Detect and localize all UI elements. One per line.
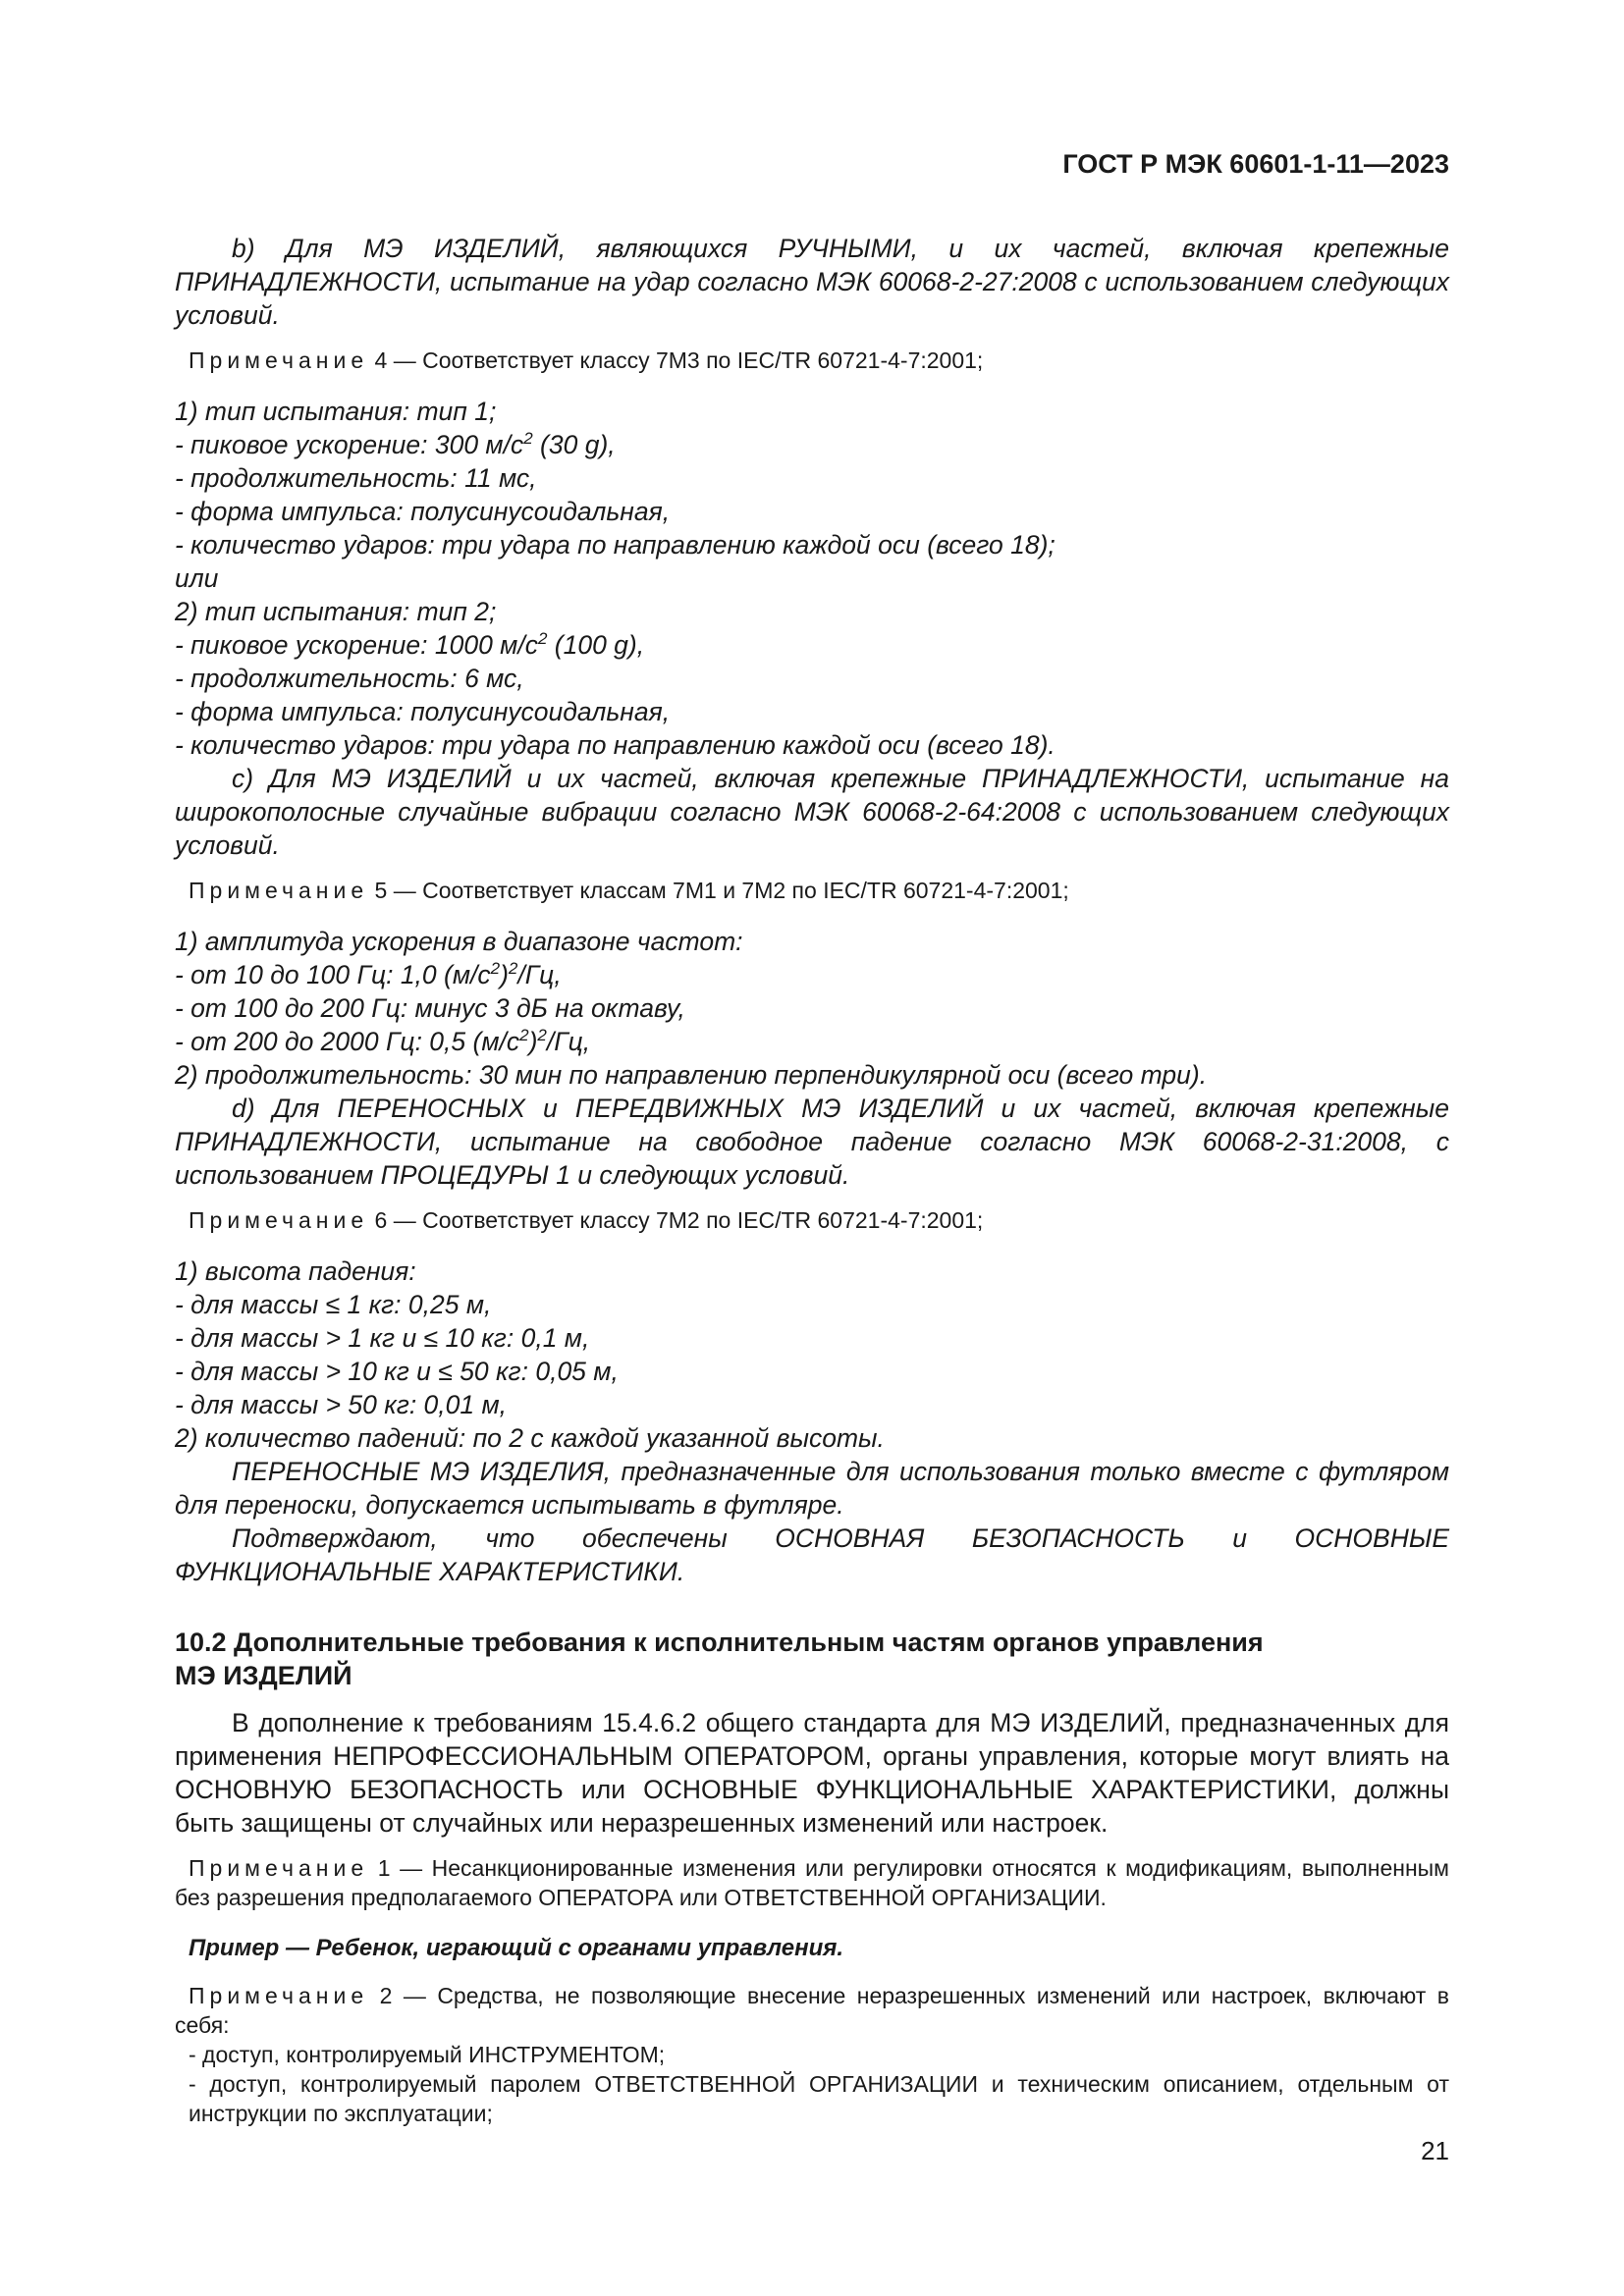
list-item: - для массы ≤ 1 кг: 0,25 м, [175,1290,492,1319]
list-item: - продолжительность: 6 мс, [175,664,524,693]
clause-c-intro: c) Для МЭ ИЗДЕЛИЙ и их частей, включая крепежные ПРИНАДЛЕЖНОСТИ, испытание на широкополосные случайные вибрации согласно МЭК 60068-2-64:2008 с использованием следующих условий. [175,764,1449,860]
list-item: - от 100 до 200 Гц: минус 3 дБ на октаву, [175,993,685,1023]
list-item: 1) тип испытания: тип 1; [175,397,497,426]
list-item: - пиковое ускорение: 300 $м/с^2$ (30 g), [175,429,616,459]
note-6 [175,1205,1449,1235]
list-item: - для массы > 1 кг и ≤ 10 кг: 0,1 м, [175,1323,590,1353]
list-item: 2) продолжительность: 30 мин по направлению перпендикулярной оси (всего три). [175,1060,1208,1090]
note-text: 4 — Соответствует классу 7М3 по IEC/TR 60721-4-7:2001; [374,347,984,373]
note-label: Примечание [189,1855,369,1881]
document-header: ГОСТ Р МЭК 60601-1-11—2023 [1062,149,1449,179]
page-number: 21 [1421,2136,1449,2165]
list-item: 1) амплитуда ускорения в диапазоне частот: [175,927,743,956]
clause-d-intro: d) Для ПЕРЕНОСНЫХ и ПЕРЕДВИЖНЫХ МЭ ИЗДЕЛИЙ и их частей, включая крепежные ПРИНАДЛЕЖНОСТИ, испытание на свободное падение согласно МЭК 60068-2-31:2008, с использованием ПРОЦЕДУРЫ 1 и следующих условий. [175,1094,1449,1190]
note-2 [175,1981,1449,2040]
list-item: - количество ударов: три удара по направлению каждой оси (всего 18). [175,730,1056,760]
clause-c-list [175,925,1449,1092]
note-2-item: - доступ, контролируемый паролем ОТВЕТСТВЕННОЙ ОРГАНИЗАЦИИ и техническим описанием, отдельным от инструкции по эксплуатации; [189,2071,1449,2126]
list-item: 2) количество падений: по 2 с каждой указанной высоты. [175,1423,885,1453]
note-2-item: - доступ, контролируемый ИНСТРУМЕНТОМ; [189,2042,666,2067]
example-text: Пример — Ребенок, играющий с органами управления. [189,1935,844,1961]
portable-paragraph: ПЕРЕНОСНЫЕ МЭ ИЗДЕЛИЯ, предназначенные для использования только вместе с футляром для переноски, допускается испытывать в футляре. [175,1457,1449,1520]
list-item: - от 200 до 2000 Гц: 0,5 $(м/с^2)^2/Гц$, [175,1026,591,1056]
note-5 [175,876,1449,905]
note-label: Примечание [189,878,369,903]
note-1 [175,1853,1449,1912]
clause-b-intro: b) Для МЭ ИЗДЕЛИЙ, являющихся РУЧНЫМИ, и их частей, включая крепежные ПРИНАДЛЕЖНОСТИ, испытание на удар согласно МЭК 60068-2-27:2008 с использованием следующих условий. [175,234,1449,330]
list-item: 2) тип испытания: тип 2; [175,597,497,626]
list-item: - пиковое ускорение: 1000 $м/с^2$ (100 g), [175,629,645,660]
clause-d-list [175,1255,1449,1455]
note-label: Примечание [189,1983,369,2008]
list-item: - для массы > 50 кг: 0,01 м, [175,1390,508,1419]
section-heading-10-2: 10.2 Дополнительные требования к исполнительным частям органов управления МЭ ИЗДЕЛИЙ [175,1628,1264,1690]
clause-b-list [175,395,1449,762]
note-text: 5 — Соответствует классам 7М1 и 7М2 по IEC/TR 60721-4-7:2001; [374,878,1069,903]
list-item: - количество ударов: три удара по направлению каждой оси (всего 18); [175,530,1056,560]
note-text: 2 — Средства, не позволяющие внесение неразрешенных изменений или настроек, включают в себя: [175,1983,1449,2038]
list-item: - для массы > 10 кг и ≤ 50 кг: 0,05 м, [175,1357,619,1386]
note-label: Примечание [189,347,369,373]
list-item: или [175,563,219,593]
list-item: - продолжительность: 11 мс, [175,463,537,493]
list-item: - от 10 до 100 Гц: 1,0 $(м/с^2)^2/Гц$, [175,959,562,989]
note-text: 1 — Несанкционированные изменения или регулировки относятся к модификациям, выполненным без разрешения предполагаемого ОПЕРАТОРА или ОТВЕТСТВЕННОЙ ОРГАНИЗАЦИИ. [175,1855,1449,1910]
list-item: - форма импульса: полусинусоидальная, [175,697,671,726]
confirmation-paragraph: Подтверждают, что обеспечены ОСНОВНАЯ БЕЗОПАСНОСТЬ и ОСНОВНЫЕ ФУНКЦИОНАЛЬНЫЕ ХАРАКТЕРИСТИКИ. [175,1523,1449,1586]
section-10-2-body: В дополнение к требованиям 15.4.6.2 общего стандарта для МЭ ИЗДЕЛИЙ, предназначенных для применения НЕПРОФЕССИОНАЛЬНЫМ ОПЕРАТОРОМ, органы управления, которые могут влиять на ОСНОВНУЮ БЕЗОПАСНОСТЬ или ОСНОВНЫЕ ФУНКЦИОНАЛЬНЫЕ ХАРАКТЕРИСТИКИ, должны быть защищены от случайных или неразрешенных изменений или настроек. [175,1708,1449,1838]
list-item: - форма импульса: полусинусоидальная, [175,497,671,526]
list-item: 1) высота падения: [175,1256,416,1286]
note-4 [175,346,1449,375]
note-text: 6 — Соответствует классу 7М2 по IEC/TR 60721-4-7:2001; [374,1207,984,1233]
note-label: Примечание [189,1207,369,1233]
